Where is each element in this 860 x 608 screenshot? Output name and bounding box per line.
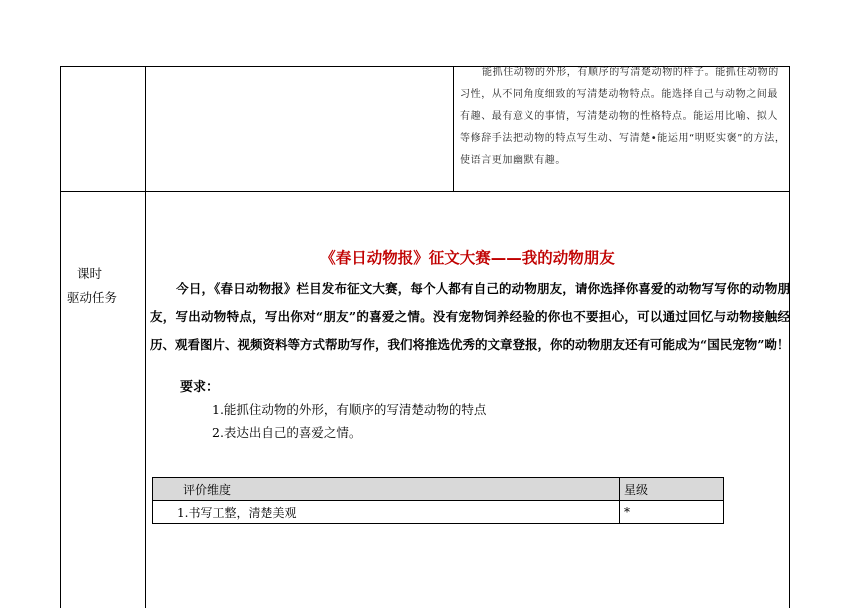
table-left-border	[60, 66, 61, 608]
row-label-line2: 驱动任务	[67, 290, 118, 305]
objective-description	[460, 62, 786, 172]
description-line: 使语言更加幽默有趣。	[460, 155, 566, 166]
description-line: 能抓住动物的外形，有顺序的写清楚动物的样子。能抓住动物的	[482, 67, 779, 78]
row-label-line1: 课时	[77, 266, 103, 281]
requirements-heading: 要求：	[180, 380, 220, 395]
requirement-item: 2.表达出自己的喜爱之情。	[212, 425, 362, 440]
column-divider	[145, 66, 146, 608]
description-line: 有趣、最有意义的事情，写清楚动物的性格特点。能运用比喻、拟人	[460, 111, 778, 122]
description-line: 习性，从不同角度细致的写清楚动物特点。能选择自己与动物之间最	[460, 89, 778, 100]
description-line: 等修辞手法把动物的特点写生动、写清楚•能运用“明贬实褒”的方法，	[460, 133, 786, 144]
table-row	[153, 501, 724, 524]
table-header-row	[153, 478, 724, 501]
task-title: 《春日动物报》征文大赛——我的动物朋友	[320, 249, 615, 267]
requirement-item: 1.能抓住动物的外形，有顺序的写清楚动物的特点	[212, 402, 487, 417]
task-intro	[150, 275, 790, 359]
cell-dimension: 1.书写工整，清楚美观	[153, 501, 620, 524]
header-stars: 星级	[620, 478, 724, 501]
inner-column-divider	[453, 66, 454, 191]
row-divider	[60, 191, 790, 192]
cell-stars: *	[620, 501, 724, 524]
evaluation-table	[152, 477, 724, 524]
header-dimension: 评价维度	[153, 478, 620, 501]
task-intro-text: 今日，《春日动物报》栏目发布征文大赛，每个人都有自己的动物朋友，请你选择你喜爱的动物写写你的动物朋友，写出动物特点，写出你对“朋友”的喜爱之情。没有宠物饲养经验的你也不要担心，可以通过回忆与动物接触经历、观看图片、视频资料等方式帮助写作，我们将推选优秀的文章登报，你的动物朋友还有可能成为“国民宠物”呦！	[150, 281, 790, 352]
